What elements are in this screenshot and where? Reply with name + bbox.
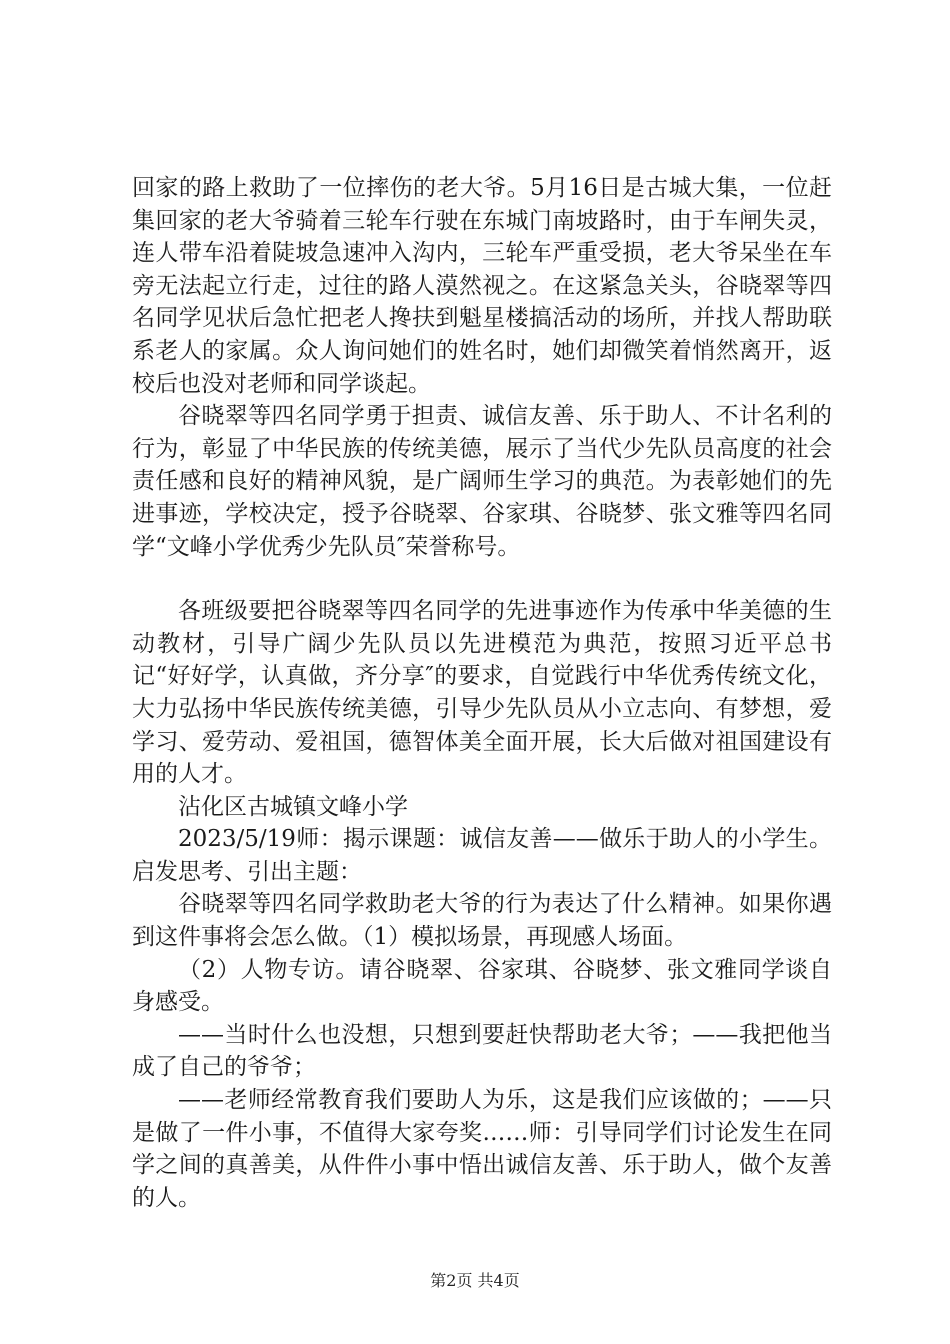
- document-body: [132, 172, 832, 1214]
- paragraph-lesson-question: 谷晓翠等四名同学救助老大爷的行为表达了什么精神。如果你遇到这件事将会怎么做。（1）模拟场景，再现感人场面。: [132, 891, 832, 951]
- paragraph-interview: （2）人物专访。请谷晓翠、谷家琪、谷晓梦、张文雅同学谈自身感受。: [132, 956, 832, 1016]
- paragraph-lesson-topic: 2023/5/19师：揭示课题：诚信友善——做乐于助人的小学生。启发思考、引出主题：: [132, 826, 832, 885]
- paragraph-school-signature: 沾化区古城镇文峰小学: [178, 793, 408, 820]
- paragraph-call-to-action: 各班级要把谷晓翠等四名同学的先进事迹作为传承中华美德的生动教材，引导广阔少先队员以先进模范为典范，按照习近平总书记“好好学，认真做，齐分享″的要求，自觉践行中华优秀传统文化，大力弘扬中华民族传统美德，引导少先队员从小立志向、有梦想，爱学习、爱劳动、爱祖国，德智体美全面开展，长大后做对祖国建设有用的人才。: [132, 598, 832, 788]
- page-footer: 第2页 共4页: [430, 1271, 520, 1290]
- paragraph-response-one: ——当时什么也没想，只想到要赶快帮助老大爷；——我把他当成了自己的爷爷；: [132, 1021, 832, 1081]
- paragraph-commendation: 谷晓翠等四名同学勇于担责、诚信友善、乐于助人、不计名利的行为，彰显了中华民族的传统美德，展示了当代少先队员高度的社会责任感和良好的精神风貌，是广阔师生学习的典范。为表彰她们的先进事迹，学校决定，授予谷晓翠、谷家琪、谷晓梦、张文雅等四名同学“文峰小学优秀少先队员″荣誉称号。: [132, 403, 832, 560]
- paragraph-spacer: [132, 563, 832, 595]
- paragraph-rescue-story: 回家的路上救助了一位摔伤的老大爷。5月16日是古城大集，一位赶集回家的老大爷骑着三轮车行驶在东城门南坡路时，由于车闸失灵，连人带车沿着陡坡急速冲入沟内，三轮车严重受损，老大爷呆坐在车旁无法起立行走，过往的路人漠然视之。在这紧急关头，谷晓翠等四名同学见状后急忙把老人搀扶到魁星楼搞活动的场所，并找人帮助联系老人的家属。众人询问她们的姓名时，她们却微笑着悄然离开，返校后也没对老师和同学谈起。: [132, 175, 832, 397]
- paragraph-response-two: ——老师经常教育我们要助人为乐，这是我们应该做的；——只是做了一件小事，不值得大家夸奖……师：引导同学们讨论发生在同学之间的真善美，从件件小事中悟出诚信友善、乐于助人，做个友善的人。: [132, 1087, 832, 1211]
